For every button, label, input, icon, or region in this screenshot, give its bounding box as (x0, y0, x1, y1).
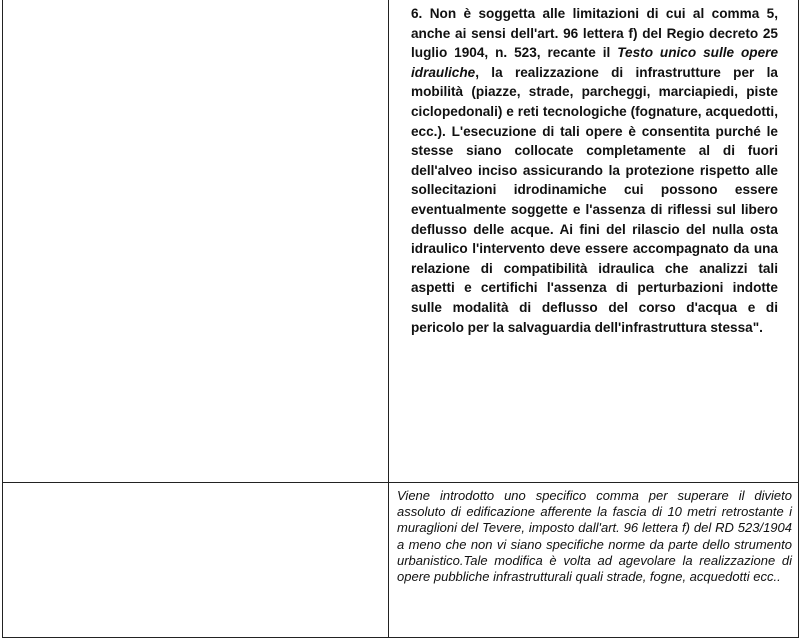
empty-cell-left (3, 483, 389, 638)
explanatory-note: Viene introdotto uno specifico comma per superare il divieto assoluto di edificazione afferente la fascia di 10 metri retrostante i muraglioni del Tevere, imposto dall'art. 96 lettera f) del RD 523/1904 a meno che non vi siano specifiche norme da parte dello strumento urbanistico.Tale modifica è volta ad agevolare la realizzazione di opere pubbliche infrastrutturali quali strade, fogne, acquedotti ecc.. (397, 488, 792, 585)
table-row (3, 0, 799, 483)
empty-cell-left (3, 0, 389, 483)
article-text-before-italic: 6. Non è soggetta alle limitazioni di cui al comma 5, anche ai sensi dell'art. 96 lettera f) del Regio decreto 25 luglio 1904, n. 523, recante il (411, 6, 778, 61)
comparison-table (2, 0, 799, 638)
article-italic-title: Testo unico sulle opere idrauliche (411, 45, 779, 80)
article-text-after-italic: , la realizzazione di infrastrutture per la mobilità (piazze, strade, parcheggi, marciapiedi, piste ciclopedonali) e reti tecnologiche (fognature, acquedotti, ecc.). L'esecuzione di tali opere è consentita purché le stesse siano collocate completamente al di fuori dell'alveo inciso assicurando la protezione rispetto alle sollecitazioni idrodinamiche cui possono essere eventualmente soggette e l'assenza di riflessi sul libero deflusso delle acque. Ai fini del rilascio del nulla osta idraulico l'intervento deve essere accompagnato da una relazione di compatibilità idraulica che analizzi tali aspetti e certifichi l'assenza di perturbazioni indotte sulle modalità di deflusso del corso d'acqua e di pericolo per la salvaguardia dell'infrastruttura stessa". (411, 64, 778, 335)
article-paragraph (389, 0, 798, 479)
note-cell (389, 483, 799, 638)
table-row (3, 483, 799, 638)
article-text-cell (389, 0, 799, 483)
